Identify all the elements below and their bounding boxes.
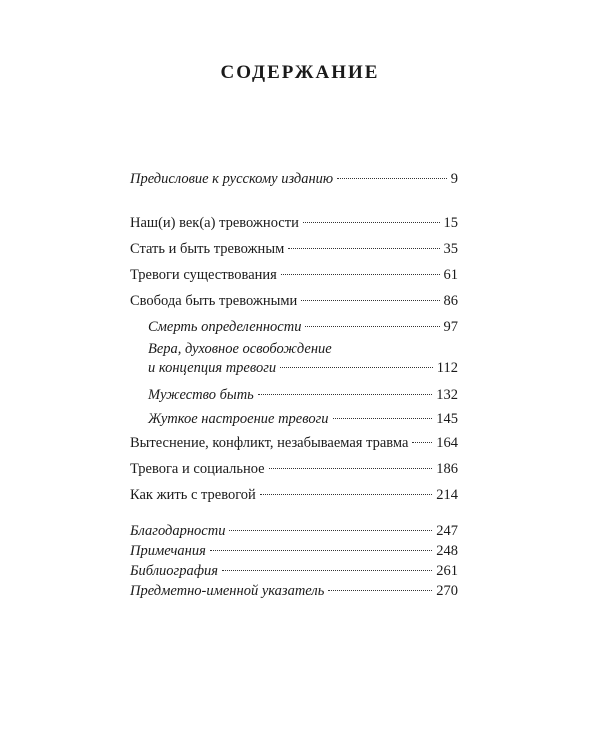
dot-leader — [303, 221, 440, 223]
dot-leader — [269, 467, 433, 469]
toc-entry-page: 35 — [443, 241, 458, 257]
toc-entry-label: Как жить с тревогой — [130, 487, 256, 503]
dot-leader — [258, 393, 432, 395]
toc-entry-chapter — [130, 266, 458, 284]
toc-entry-chapter — [130, 292, 458, 310]
toc-entry-page: 132 — [436, 387, 458, 403]
toc-entry-backmatter — [130, 562, 458, 580]
dot-leader — [412, 441, 432, 443]
toc-entry-label: Тревоги существования — [130, 267, 277, 283]
toc-entry-label: Стать и быть тревожным — [130, 241, 285, 257]
toc-entry-page: 9 — [450, 171, 458, 187]
toc-entry-subsection — [148, 318, 458, 336]
toc-entry-preface — [130, 170, 458, 188]
toc-entry-label: Свобода быть тревожными — [130, 293, 298, 309]
toc-entry-page: 261 — [436, 563, 458, 579]
toc-entry-label: Тревога и социальное — [130, 461, 265, 477]
dot-leader — [301, 299, 439, 301]
toc-entry-page: 164 — [436, 435, 458, 451]
toc-entry-label: Смерть определенности — [148, 319, 302, 335]
toc-entry-page: 145 — [436, 411, 458, 427]
toc-entry-chapter — [130, 486, 458, 504]
toc-entry-subsection-multiline — [148, 340, 458, 378]
dot-leader — [281, 273, 440, 275]
toc-entry-label: Наш(и) век(а) тревожности — [130, 215, 299, 231]
toc-entry-subsection — [148, 386, 458, 404]
toc-entry-page: 97 — [443, 319, 458, 335]
dot-leader — [260, 493, 432, 495]
dot-leader — [337, 177, 447, 179]
toc-entry-label: Жуткое настроение тревоги — [148, 411, 329, 427]
toc-entry-label: Мужество быть — [148, 387, 254, 403]
toc-entry-backmatter — [130, 542, 458, 560]
toc-entry-page: 86 — [443, 293, 458, 309]
toc-entry-label-line1: Вера, духовное освобождение — [148, 341, 332, 357]
toc-entry-page: 112 — [436, 360, 458, 376]
toc-entry-label: Предметно-именной указатель — [130, 583, 325, 599]
toc-entry-page: 248 — [436, 543, 458, 559]
dot-leader — [210, 549, 432, 551]
toc-entry-label-line2: и концепция тревоги — [148, 360, 277, 376]
toc-entry-label: Предисловие к русскому изданию — [130, 171, 334, 187]
dot-leader — [305, 325, 439, 327]
toc-entry-backmatter — [130, 522, 458, 540]
toc-entry-chapter — [130, 460, 458, 478]
toc-entry-page: 214 — [436, 487, 458, 503]
dot-leader — [333, 417, 433, 419]
toc-entry-page: 270 — [436, 583, 458, 599]
toc-entry-label: Вытеснение, конфликт, незабываемая травма — [130, 435, 409, 451]
toc-entry-backmatter — [130, 582, 458, 600]
toc-entry-label-line2-row — [148, 359, 458, 378]
dot-leader — [328, 589, 432, 591]
toc-entry-label: Благодарности — [130, 523, 226, 539]
page-title: СОДЕРЖАНИЕ — [220, 62, 380, 83]
toc-entry-page: 247 — [436, 523, 458, 539]
dot-leader — [280, 366, 433, 368]
toc-entry-chapter — [130, 240, 458, 258]
dot-leader — [229, 529, 432, 531]
toc-entry-chapter — [130, 214, 458, 232]
dot-leader — [288, 247, 439, 249]
toc-entry-page: 186 — [436, 461, 458, 477]
toc-entry-chapter — [130, 434, 458, 452]
toc-entry-subsection — [148, 410, 458, 428]
dot-leader — [222, 569, 432, 571]
toc-entry-page: 15 — [443, 215, 458, 231]
toc-entry-label: Примечания — [130, 543, 206, 559]
toc-entry-label: Библиография — [130, 563, 218, 579]
toc-entry-page: 61 — [443, 267, 458, 283]
